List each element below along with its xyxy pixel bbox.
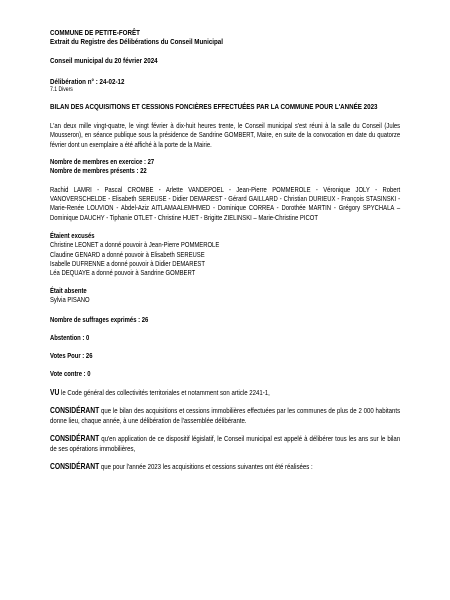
commune-heading: COMMUNE DE PETITE-FORÊT (50, 28, 140, 37)
suffrages-exprimes: Nombre de suffrages exprimés : 26 (50, 314, 149, 324)
considerant-bilan-clause: CONSIDÉRANT que le bilan des acquisitions et cessions immobilières effectuées par les communes de plus de 2 000 habitants donne lieu, chaque année, à une délibération de l'assemblée délibérante. (50, 406, 401, 425)
deliberation-number: Délibération n° : 24-02-12 (50, 76, 125, 86)
votes-pour-count: Votes Pour : 26 (50, 351, 93, 361)
intro-paragraph: L'an deux mille vingt-quatre, le vingt février à dix-huit heures trente, le Conseil municipal s'est réuni à la salle du Conseil (Jules Mousseron), en séance publique sous la présidence de Sandrine GOMBERT, Maire, en suite de la convocation en date du quatorze février dont un exemplaire a été affiché à la porte de la Mairie. (50, 121, 401, 149)
excuse-item: Isabelle DUFRENNE a donné pouvoir à Didier DEMAREST (50, 258, 205, 268)
membres-presents: Nombre de membres présents : 22 (50, 166, 147, 176)
considerant-annee-clause: CONSIDÉRANT que pour l'année 2023 les acquisitions et cessions suivantes ont été réalisées : (50, 462, 313, 472)
conseil-date: Conseil municipal du 20 février 2024 (50, 56, 158, 66)
registre-subheading: Extrait du Registre des Délibérations du Conseil Municipal (50, 37, 224, 47)
vote-contre-count: Vote contre : 0 (50, 369, 91, 379)
abstention-count: Abstention : 0 (50, 332, 90, 342)
presents-list: Rachid LAMRI - Pascal CROMBE - Arlette VANDEPOEL - Jean-Pierre POMMEROLE - Véronique JOLY - Robert VANOVERSCHELDE - Elisabeth SEREUSE - Didier DEMAREST - Gérard GAILLARD - Christian DURIEUX - François STASINSKI - Marie-Renée LOUVION - Abdel-Aziz AITLAMAALEMHMED - Dominique CORREA - Dorothée MARTIN - Grégory SPYCHALA – Dominique DAUCHY - Tiphanie OTLET - Christine HUET - Brigitte ZIELINSKI – Marie-Christine PICOT (50, 184, 401, 222)
excuse-item: Léa DEQUAYE a donné pouvoir à Sandrine GOMBERT (50, 268, 196, 278)
document-page (50, 28, 400, 472)
absente-label: Était absente (50, 286, 87, 296)
deliberation-title: BILAN DES ACQUISITIONS ET CESSIONS FONCIÈRES EFFECTUÉES PAR LA COMMUNE POUR L'ANNÉE 2023 (50, 101, 378, 111)
excuse-item: Christine LEONET a donné pouvoir à Jean-Pierre POMMEROLE (50, 240, 220, 250)
excuses-label: Étaient excusés (50, 231, 95, 241)
excuse-item: Claudine GENARD a donné pouvoir à Elisabeth SEREUSE (50, 249, 205, 259)
deliberation-category: 7.1 Divers (50, 85, 73, 93)
absente-name: Sylvia PISANO (50, 295, 90, 305)
vu-code-clause: VU le Code général des collectivités territoriales et notamment son article 2241-1, (50, 387, 270, 397)
membres-exercice: Nombre de membres en exercice : 27 (50, 157, 155, 167)
considerant-dispositif-clause: CONSIDÉRANT qu'en application de ce dispositif législatif, le Conseil municipal est appelé à délibérer tous les ans sur le bilan de ses opérations immobilières, (50, 434, 401, 453)
